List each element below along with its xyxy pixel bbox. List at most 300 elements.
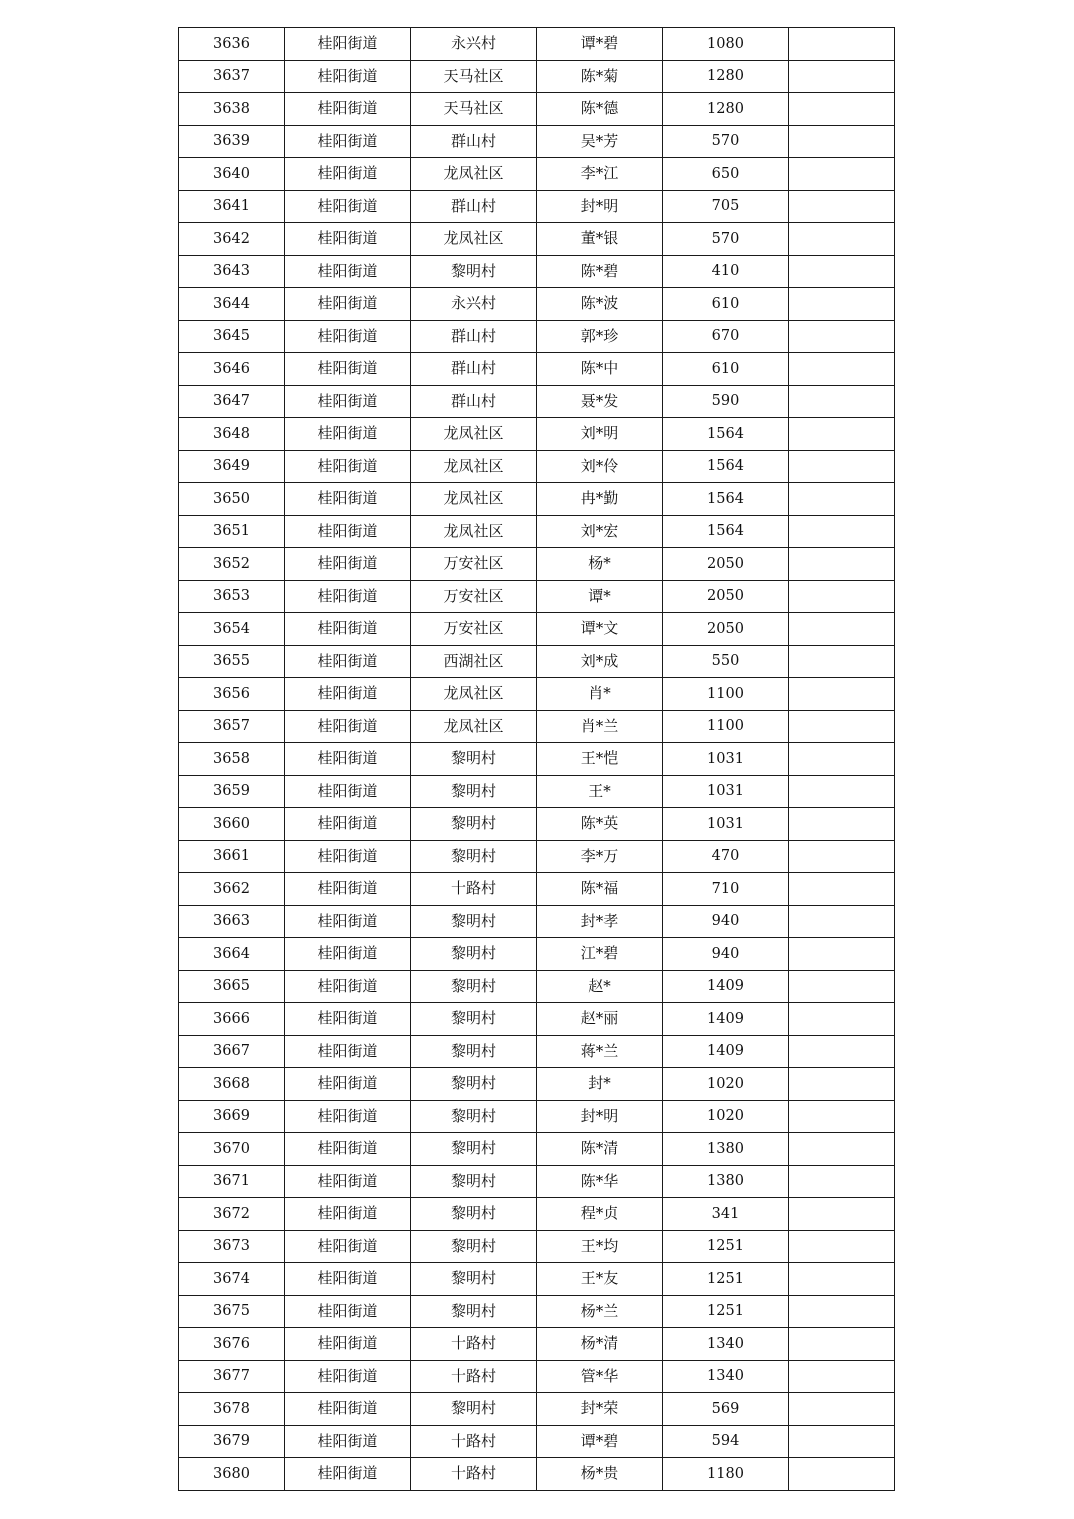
amount-cell: 1564 xyxy=(663,483,789,516)
remark-cell xyxy=(789,483,895,516)
name-cell: 冉*勤 xyxy=(537,483,663,516)
table-row xyxy=(179,905,895,938)
community-cell: 龙凤社区 xyxy=(411,418,537,451)
amount-cell: 1280 xyxy=(663,60,789,93)
community-cell: 黎明村 xyxy=(411,1068,537,1101)
table-row xyxy=(179,1328,895,1361)
table-row xyxy=(179,1133,895,1166)
name-cell: 刘*伶 xyxy=(537,450,663,483)
table-row xyxy=(179,28,895,61)
name-cell: 杨* xyxy=(537,548,663,581)
serial-number-cell: 3661 xyxy=(179,840,285,873)
remark-cell xyxy=(789,450,895,483)
remark-cell xyxy=(789,60,895,93)
remark-cell xyxy=(789,613,895,646)
serial-number-cell: 3637 xyxy=(179,60,285,93)
street-cell: 桂阳街道 xyxy=(285,190,411,223)
street-cell: 桂阳街道 xyxy=(285,515,411,548)
serial-number-cell: 3639 xyxy=(179,125,285,158)
remark-cell xyxy=(789,288,895,321)
amount-cell: 2050 xyxy=(663,613,789,646)
remark-cell xyxy=(789,548,895,581)
street-cell: 桂阳街道 xyxy=(285,353,411,386)
amount-cell: 1380 xyxy=(663,1165,789,1198)
community-cell: 永兴村 xyxy=(411,288,537,321)
remark-cell xyxy=(789,353,895,386)
remark-cell xyxy=(789,743,895,776)
community-cell: 万安社区 xyxy=(411,580,537,613)
remark-cell xyxy=(789,1230,895,1263)
street-cell: 桂阳街道 xyxy=(285,905,411,938)
table-row xyxy=(179,515,895,548)
remark-cell xyxy=(789,28,895,61)
community-cell: 龙凤社区 xyxy=(411,678,537,711)
serial-number-cell: 3651 xyxy=(179,515,285,548)
community-cell: 十路村 xyxy=(411,873,537,906)
name-cell: 封* xyxy=(537,1068,663,1101)
remark-cell xyxy=(789,418,895,451)
remark-cell xyxy=(789,840,895,873)
community-cell: 万安社区 xyxy=(411,613,537,646)
name-cell: 封*明 xyxy=(537,1100,663,1133)
roster-table xyxy=(178,27,895,1491)
name-cell: 陈*碧 xyxy=(537,255,663,288)
name-cell: 陈*德 xyxy=(537,93,663,126)
name-cell: 李*万 xyxy=(537,840,663,873)
serial-number-cell: 3670 xyxy=(179,1133,285,1166)
name-cell: 陈*华 xyxy=(537,1165,663,1198)
table-row xyxy=(179,1295,895,1328)
street-cell: 桂阳街道 xyxy=(285,483,411,516)
street-cell: 桂阳街道 xyxy=(285,1133,411,1166)
remark-cell xyxy=(789,873,895,906)
amount-cell: 710 xyxy=(663,873,789,906)
serial-number-cell: 3660 xyxy=(179,808,285,841)
amount-cell: 670 xyxy=(663,320,789,353)
amount-cell: 1564 xyxy=(663,515,789,548)
street-cell: 桂阳街道 xyxy=(285,938,411,971)
serial-number-cell: 3654 xyxy=(179,613,285,646)
table-row xyxy=(179,223,895,256)
table-row xyxy=(179,548,895,581)
name-cell: 董*银 xyxy=(537,223,663,256)
community-cell: 天马社区 xyxy=(411,93,537,126)
amount-cell: 1564 xyxy=(663,418,789,451)
street-cell: 桂阳街道 xyxy=(285,1165,411,1198)
amount-cell: 410 xyxy=(663,255,789,288)
amount-cell: 610 xyxy=(663,353,789,386)
community-cell: 十路村 xyxy=(411,1458,537,1491)
serial-number-cell: 3656 xyxy=(179,678,285,711)
street-cell: 桂阳街道 xyxy=(285,1360,411,1393)
remark-cell xyxy=(789,255,895,288)
name-cell: 杨*兰 xyxy=(537,1295,663,1328)
street-cell: 桂阳街道 xyxy=(285,320,411,353)
name-cell: 陈*英 xyxy=(537,808,663,841)
remark-cell xyxy=(789,1328,895,1361)
table-row xyxy=(179,1198,895,1231)
table-row xyxy=(179,873,895,906)
community-cell: 永兴村 xyxy=(411,28,537,61)
serial-number-cell: 3641 xyxy=(179,190,285,223)
street-cell: 桂阳街道 xyxy=(285,1425,411,1458)
table-row xyxy=(179,1263,895,1296)
serial-number-cell: 3642 xyxy=(179,223,285,256)
serial-number-cell: 3674 xyxy=(179,1263,285,1296)
community-cell: 黎明村 xyxy=(411,1035,537,1068)
street-cell: 桂阳街道 xyxy=(285,743,411,776)
remark-cell xyxy=(789,93,895,126)
serial-number-cell: 3636 xyxy=(179,28,285,61)
amount-cell: 570 xyxy=(663,223,789,256)
street-cell: 桂阳街道 xyxy=(285,1263,411,1296)
street-cell: 桂阳街道 xyxy=(285,873,411,906)
amount-cell: 1180 xyxy=(663,1458,789,1491)
table-row xyxy=(179,1068,895,1101)
serial-number-cell: 3676 xyxy=(179,1328,285,1361)
amount-cell: 1020 xyxy=(663,1100,789,1133)
table-row xyxy=(179,418,895,451)
name-cell: 杨*贵 xyxy=(537,1458,663,1491)
serial-number-cell: 3638 xyxy=(179,93,285,126)
street-cell: 桂阳街道 xyxy=(285,288,411,321)
name-cell: 封*孝 xyxy=(537,905,663,938)
community-cell: 黎明村 xyxy=(411,1263,537,1296)
table-row xyxy=(179,190,895,223)
remark-cell xyxy=(789,1458,895,1491)
community-cell: 黎明村 xyxy=(411,1295,537,1328)
street-cell: 桂阳街道 xyxy=(285,1003,411,1036)
serial-number-cell: 3650 xyxy=(179,483,285,516)
remark-cell xyxy=(789,320,895,353)
table-row xyxy=(179,93,895,126)
name-cell: 王*恺 xyxy=(537,743,663,776)
name-cell: 王*友 xyxy=(537,1263,663,1296)
remark-cell xyxy=(789,1100,895,1133)
street-cell: 桂阳街道 xyxy=(285,580,411,613)
remark-cell xyxy=(789,1393,895,1426)
community-cell: 黎明村 xyxy=(411,1230,537,1263)
table-row xyxy=(179,1458,895,1491)
table-row xyxy=(179,1165,895,1198)
name-cell: 杨*清 xyxy=(537,1328,663,1361)
table-row xyxy=(179,808,895,841)
amount-cell: 610 xyxy=(663,288,789,321)
serial-number-cell: 3655 xyxy=(179,645,285,678)
amount-cell: 594 xyxy=(663,1425,789,1458)
name-cell: 谭* xyxy=(537,580,663,613)
serial-number-cell: 3644 xyxy=(179,288,285,321)
name-cell: 程*贞 xyxy=(537,1198,663,1231)
name-cell: 吴*芳 xyxy=(537,125,663,158)
name-cell: 谭*碧 xyxy=(537,28,663,61)
table-row xyxy=(179,320,895,353)
amount-cell: 590 xyxy=(663,385,789,418)
community-cell: 龙凤社区 xyxy=(411,450,537,483)
table-row xyxy=(179,450,895,483)
remark-cell xyxy=(789,190,895,223)
name-cell: 赵* xyxy=(537,970,663,1003)
serial-number-cell: 3652 xyxy=(179,548,285,581)
table-row xyxy=(179,385,895,418)
table-row xyxy=(179,1360,895,1393)
community-cell: 西湖社区 xyxy=(411,645,537,678)
street-cell: 桂阳街道 xyxy=(285,970,411,1003)
remark-cell xyxy=(789,1263,895,1296)
remark-cell xyxy=(789,645,895,678)
serial-number-cell: 3665 xyxy=(179,970,285,1003)
amount-cell: 1251 xyxy=(663,1263,789,1296)
remark-cell xyxy=(789,1295,895,1328)
community-cell: 黎明村 xyxy=(411,775,537,808)
community-cell: 黎明村 xyxy=(411,1165,537,1198)
community-cell: 黎明村 xyxy=(411,1003,537,1036)
name-cell: 赵*丽 xyxy=(537,1003,663,1036)
street-cell: 桂阳街道 xyxy=(285,1393,411,1426)
street-cell: 桂阳街道 xyxy=(285,60,411,93)
street-cell: 桂阳街道 xyxy=(285,450,411,483)
remark-cell xyxy=(789,1003,895,1036)
street-cell: 桂阳街道 xyxy=(285,548,411,581)
street-cell: 桂阳街道 xyxy=(285,1295,411,1328)
amount-cell: 1380 xyxy=(663,1133,789,1166)
remark-cell xyxy=(789,775,895,808)
amount-cell: 341 xyxy=(663,1198,789,1231)
street-cell: 桂阳街道 xyxy=(285,1328,411,1361)
street-cell: 桂阳街道 xyxy=(285,1100,411,1133)
community-cell: 龙凤社区 xyxy=(411,223,537,256)
table-row xyxy=(179,613,895,646)
remark-cell xyxy=(789,710,895,743)
community-cell: 十路村 xyxy=(411,1425,537,1458)
remark-cell xyxy=(789,223,895,256)
remark-cell xyxy=(789,1198,895,1231)
amount-cell: 470 xyxy=(663,840,789,873)
amount-cell: 1031 xyxy=(663,775,789,808)
table-row xyxy=(179,255,895,288)
remark-cell xyxy=(789,678,895,711)
amount-cell: 1251 xyxy=(663,1295,789,1328)
name-cell: 刘*成 xyxy=(537,645,663,678)
table-row xyxy=(179,840,895,873)
table-row xyxy=(179,1003,895,1036)
remark-cell xyxy=(789,1068,895,1101)
remark-cell xyxy=(789,580,895,613)
community-cell: 龙凤社区 xyxy=(411,483,537,516)
remark-cell xyxy=(789,938,895,971)
serial-number-cell: 3657 xyxy=(179,710,285,743)
amount-cell: 1031 xyxy=(663,743,789,776)
table-row xyxy=(179,938,895,971)
table-row xyxy=(179,580,895,613)
name-cell: 陈*菊 xyxy=(537,60,663,93)
table-row xyxy=(179,1035,895,1068)
serial-number-cell: 3645 xyxy=(179,320,285,353)
name-cell: 刘*宏 xyxy=(537,515,663,548)
amount-cell: 1080 xyxy=(663,28,789,61)
community-cell: 黎明村 xyxy=(411,1198,537,1231)
street-cell: 桂阳街道 xyxy=(285,613,411,646)
amount-cell: 650 xyxy=(663,158,789,191)
street-cell: 桂阳街道 xyxy=(285,158,411,191)
street-cell: 桂阳街道 xyxy=(285,255,411,288)
community-cell: 十路村 xyxy=(411,1328,537,1361)
amount-cell: 705 xyxy=(663,190,789,223)
table-row xyxy=(179,1393,895,1426)
name-cell: 王* xyxy=(537,775,663,808)
amount-cell: 1251 xyxy=(663,1230,789,1263)
table-row xyxy=(179,158,895,191)
table-row xyxy=(179,970,895,1003)
table-row xyxy=(179,678,895,711)
street-cell: 桂阳街道 xyxy=(285,1035,411,1068)
community-cell: 群山村 xyxy=(411,385,537,418)
name-cell: 李*江 xyxy=(537,158,663,191)
remark-cell xyxy=(789,1133,895,1166)
street-cell: 桂阳街道 xyxy=(285,1230,411,1263)
remark-cell xyxy=(789,1165,895,1198)
street-cell: 桂阳街道 xyxy=(285,775,411,808)
street-cell: 桂阳街道 xyxy=(285,808,411,841)
serial-number-cell: 3675 xyxy=(179,1295,285,1328)
table-row xyxy=(179,775,895,808)
serial-number-cell: 3680 xyxy=(179,1458,285,1491)
name-cell: 江*碧 xyxy=(537,938,663,971)
table-row xyxy=(179,483,895,516)
amount-cell: 1100 xyxy=(663,710,789,743)
name-cell: 肖* xyxy=(537,678,663,711)
roster-table-body xyxy=(179,28,895,1491)
community-cell: 黎明村 xyxy=(411,255,537,288)
amount-cell: 2050 xyxy=(663,580,789,613)
serial-number-cell: 3671 xyxy=(179,1165,285,1198)
table-row xyxy=(179,288,895,321)
remark-cell xyxy=(789,1360,895,1393)
street-cell: 桂阳街道 xyxy=(285,1458,411,1491)
community-cell: 黎明村 xyxy=(411,1100,537,1133)
remark-cell xyxy=(789,808,895,841)
amount-cell: 1409 xyxy=(663,970,789,1003)
serial-number-cell: 3646 xyxy=(179,353,285,386)
community-cell: 群山村 xyxy=(411,190,537,223)
community-cell: 群山村 xyxy=(411,353,537,386)
community-cell: 龙凤社区 xyxy=(411,158,537,191)
serial-number-cell: 3659 xyxy=(179,775,285,808)
serial-number-cell: 3669 xyxy=(179,1100,285,1133)
serial-number-cell: 3643 xyxy=(179,255,285,288)
serial-number-cell: 3677 xyxy=(179,1360,285,1393)
name-cell: 聂*发 xyxy=(537,385,663,418)
street-cell: 桂阳街道 xyxy=(285,125,411,158)
serial-number-cell: 3648 xyxy=(179,418,285,451)
community-cell: 黎明村 xyxy=(411,938,537,971)
community-cell: 黎明村 xyxy=(411,808,537,841)
street-cell: 桂阳街道 xyxy=(285,710,411,743)
street-cell: 桂阳街道 xyxy=(285,223,411,256)
table-row xyxy=(179,1230,895,1263)
community-cell: 黎明村 xyxy=(411,970,537,1003)
table-row xyxy=(179,645,895,678)
community-cell: 群山村 xyxy=(411,320,537,353)
amount-cell: 1100 xyxy=(663,678,789,711)
serial-number-cell: 3649 xyxy=(179,450,285,483)
community-cell: 天马社区 xyxy=(411,60,537,93)
name-cell: 蒋*兰 xyxy=(537,1035,663,1068)
serial-number-cell: 3647 xyxy=(179,385,285,418)
community-cell: 黎明村 xyxy=(411,743,537,776)
street-cell: 桂阳街道 xyxy=(285,28,411,61)
amount-cell: 1340 xyxy=(663,1360,789,1393)
name-cell: 王*均 xyxy=(537,1230,663,1263)
street-cell: 桂阳街道 xyxy=(285,678,411,711)
name-cell: 封*明 xyxy=(537,190,663,223)
amount-cell: 1564 xyxy=(663,450,789,483)
community-cell: 黎明村 xyxy=(411,905,537,938)
name-cell: 管*华 xyxy=(537,1360,663,1393)
remark-cell xyxy=(789,1425,895,1458)
table-row xyxy=(179,710,895,743)
amount-cell: 940 xyxy=(663,905,789,938)
street-cell: 桂阳街道 xyxy=(285,840,411,873)
serial-number-cell: 3664 xyxy=(179,938,285,971)
name-cell: 封*荣 xyxy=(537,1393,663,1426)
table-row xyxy=(179,125,895,158)
amount-cell: 1280 xyxy=(663,93,789,126)
remark-cell xyxy=(789,970,895,1003)
name-cell: 刘*明 xyxy=(537,418,663,451)
amount-cell: 1340 xyxy=(663,1328,789,1361)
community-cell: 万安社区 xyxy=(411,548,537,581)
street-cell: 桂阳街道 xyxy=(285,385,411,418)
serial-number-cell: 3679 xyxy=(179,1425,285,1458)
community-cell: 群山村 xyxy=(411,125,537,158)
amount-cell: 2050 xyxy=(663,548,789,581)
amount-cell: 569 xyxy=(663,1393,789,1426)
community-cell: 黎明村 xyxy=(411,1393,537,1426)
community-cell: 黎明村 xyxy=(411,840,537,873)
table-row xyxy=(179,353,895,386)
street-cell: 桂阳街道 xyxy=(285,645,411,678)
serial-number-cell: 3653 xyxy=(179,580,285,613)
amount-cell: 550 xyxy=(663,645,789,678)
table-row xyxy=(179,743,895,776)
community-cell: 十路村 xyxy=(411,1360,537,1393)
table-row xyxy=(179,60,895,93)
serial-number-cell: 3678 xyxy=(179,1393,285,1426)
remark-cell xyxy=(789,158,895,191)
amount-cell: 1031 xyxy=(663,808,789,841)
serial-number-cell: 3663 xyxy=(179,905,285,938)
amount-cell: 570 xyxy=(663,125,789,158)
name-cell: 谭*文 xyxy=(537,613,663,646)
name-cell: 陈*福 xyxy=(537,873,663,906)
serial-number-cell: 3666 xyxy=(179,1003,285,1036)
serial-number-cell: 3667 xyxy=(179,1035,285,1068)
remark-cell xyxy=(789,125,895,158)
remark-cell xyxy=(789,515,895,548)
serial-number-cell: 3673 xyxy=(179,1230,285,1263)
remark-cell xyxy=(789,385,895,418)
community-cell: 龙凤社区 xyxy=(411,515,537,548)
serial-number-cell: 3668 xyxy=(179,1068,285,1101)
name-cell: 郭*珍 xyxy=(537,320,663,353)
amount-cell: 1020 xyxy=(663,1068,789,1101)
community-cell: 黎明村 xyxy=(411,1133,537,1166)
amount-cell: 940 xyxy=(663,938,789,971)
table-row xyxy=(179,1100,895,1133)
street-cell: 桂阳街道 xyxy=(285,418,411,451)
name-cell: 陈*清 xyxy=(537,1133,663,1166)
